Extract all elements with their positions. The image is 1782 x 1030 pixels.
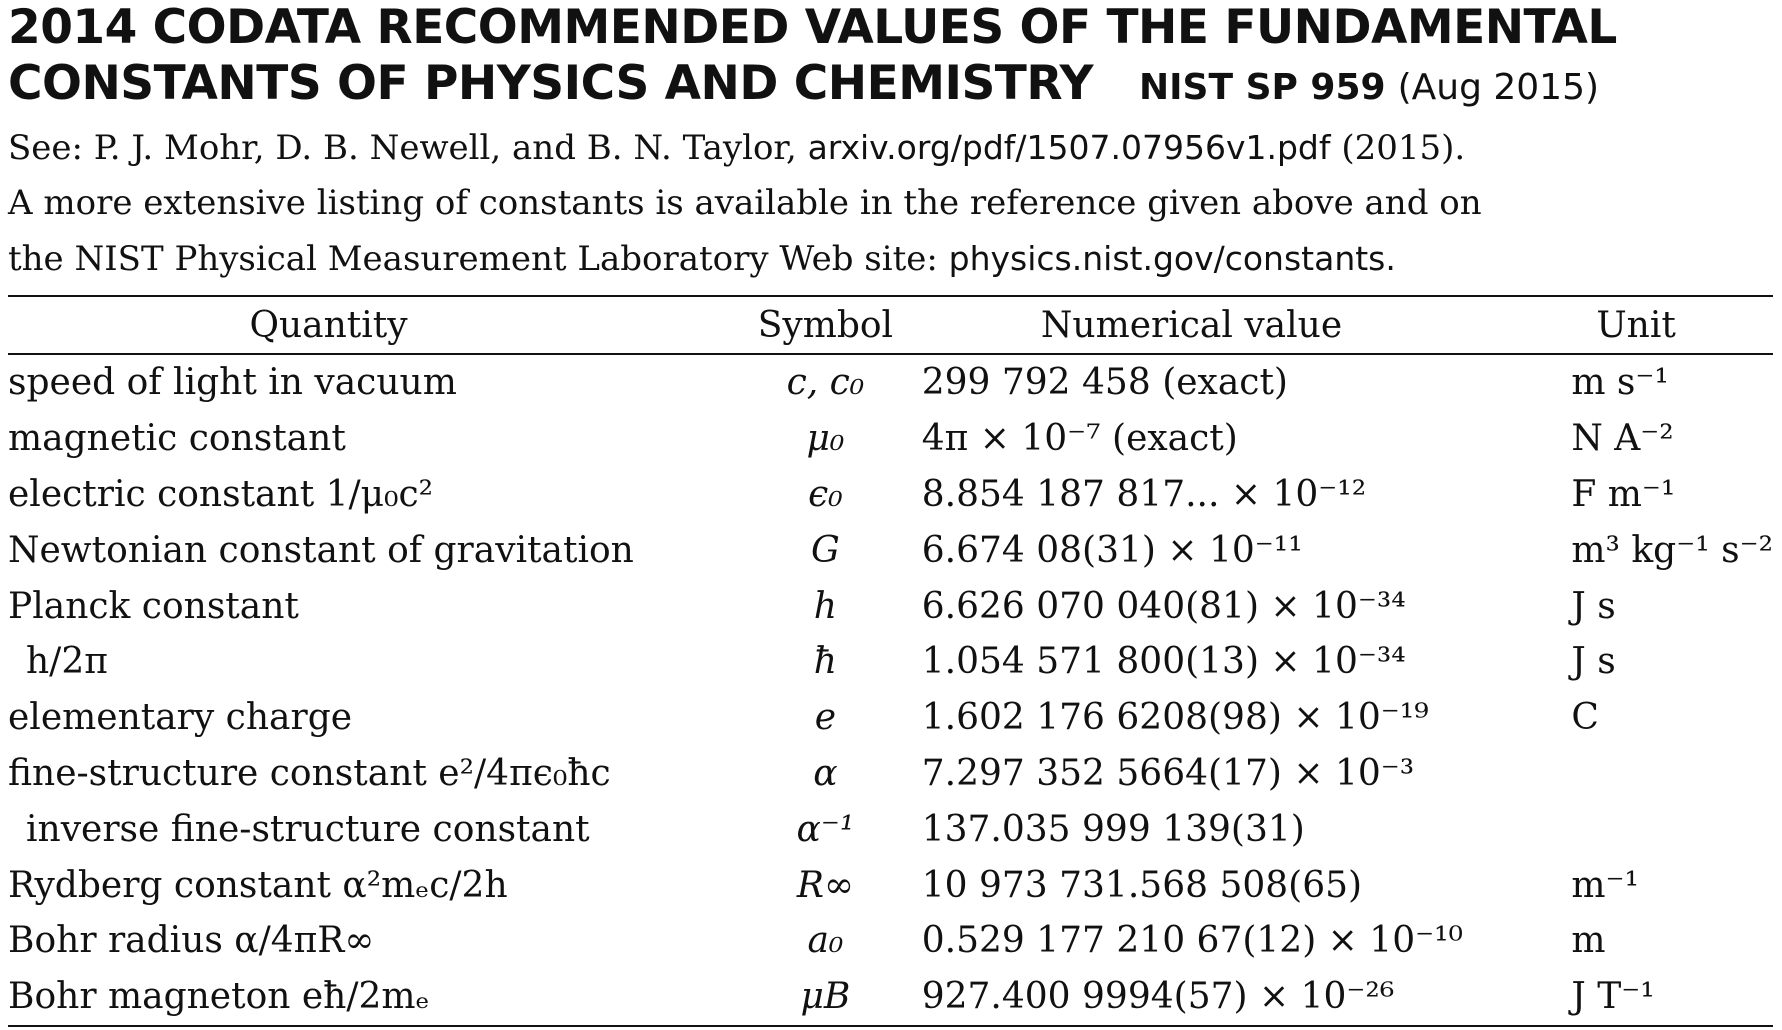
unit-cell: C <box>1571 697 1599 739</box>
symbol-cell: ϵ₀ <box>808 473 843 515</box>
header-quantity: Quantity <box>8 296 739 354</box>
value-cell: 6.626 070 040(81) × 10⁻³⁴ <box>921 585 1406 627</box>
unit-cell: m⁻¹ <box>1571 864 1639 906</box>
value-cell: 4π × 10⁻⁷ (exact) <box>921 418 1238 460</box>
quantity-cell: fine-structure constant e²/4πϵ₀ħc <box>8 752 611 794</box>
quantity-cell: h/2π <box>26 641 108 683</box>
unit-cell: N A⁻² <box>1571 418 1674 460</box>
value-cell: 927.400 9994(57) × 10⁻²⁶ <box>912 969 1572 1026</box>
symbol-cell: ħ <box>813 641 837 683</box>
table-row <box>8 411 1773 467</box>
unit-cell: m s⁻¹ <box>1571 362 1669 404</box>
value-cell: 299 792 458 (exact) <box>921 362 1288 404</box>
table-body <box>8 354 1773 1026</box>
quantity-cell: magnetic constant <box>8 418 346 460</box>
table-row <box>8 467 1773 523</box>
more-info-line-1: A more extensive listing of constants is available in the reference given above and on <box>8 183 1482 223</box>
symbol-cell: α <box>813 752 838 794</box>
header-symbol: Symbol <box>739 296 912 354</box>
reference-line <box>8 120 1773 176</box>
header-value: Numerical value <box>912 296 1572 354</box>
unit-cell: J T⁻¹ <box>1571 969 1773 1026</box>
quantity-cell: Bohr magneton eħ/2mₑ <box>8 969 739 1026</box>
quantity-cell: elementary charge <box>8 697 353 739</box>
title-line-1: 2014 CODATA RECOMMENDED VALUES OF THE FUNDAMENTAL <box>8 0 1617 55</box>
unit-cell: J s <box>1571 585 1616 627</box>
symbol-cell: e <box>814 697 837 739</box>
table-row <box>8 578 1773 634</box>
reference-link[interactable]: arxiv.org/pdf/1507.07956v1.pdf <box>807 128 1331 167</box>
table-row <box>8 634 1773 690</box>
symbol-cell: μ₀ <box>806 418 845 460</box>
unit-cell: F m⁻¹ <box>1571 473 1676 515</box>
unit-cell: m <box>1571 920 1606 962</box>
more-info-text: the NIST Physical Measurement Laboratory Web site: <box>8 239 938 279</box>
nist-constants-link[interactable]: physics.nist.gov/constants. <box>948 239 1396 278</box>
unit-cell: J s <box>1571 641 1616 683</box>
quantity-cell: Planck constant <box>8 585 299 627</box>
symbol-cell: c, c₀ <box>786 362 865 404</box>
table-row <box>8 857 1773 913</box>
unit-cell <box>1571 801 1773 857</box>
reference-authors: See: P. J. Mohr, D. B. Newell, and B. N. Taylor, <box>8 128 797 168</box>
quantity-cell: inverse fine-structure constant <box>26 808 590 850</box>
quantity-cell: electric constant 1/μ₀c² <box>8 473 434 515</box>
quantity-cell: Newtonian constant of gravitation <box>8 529 634 571</box>
symbol-cell: α⁻¹ <box>796 808 855 850</box>
document-page <box>8 0 1773 1027</box>
unit-cell <box>1571 746 1773 802</box>
page-title <box>8 0 1773 116</box>
table-row <box>8 354 1773 411</box>
table-row <box>8 801 1773 857</box>
symbol-cell: R∞ <box>796 864 854 906</box>
table-row <box>8 913 1773 969</box>
reference-year: (2015). <box>1341 128 1466 168</box>
table-row <box>8 690 1773 746</box>
value-cell: 7.297 352 5664(17) × 10⁻³ <box>921 752 1415 794</box>
quantity-cell: Bohr radius α/4πR∞ <box>8 920 375 962</box>
unit-cell: m³ kg⁻¹ s⁻² <box>1571 529 1773 571</box>
value-cell: 8.854 187 817... × 10⁻¹² <box>921 473 1367 515</box>
value-cell: 1.602 176 6208(98) × 10⁻¹⁹ <box>921 697 1429 739</box>
intro-paragraph <box>8 120 1773 287</box>
table-row <box>8 969 1773 1026</box>
quantity-cell: Rydberg constant α²mₑc/2h <box>8 864 508 906</box>
table-row <box>8 522 1773 578</box>
value-cell: 10 973 731.568 508(65) <box>921 864 1363 906</box>
more-info-line-2 <box>8 231 1773 287</box>
value-cell: 0.529 177 210 67(12) × 10⁻¹⁰ <box>921 920 1463 962</box>
title-line-2: CONSTANTS OF PHYSICS AND CHEMISTRY <box>8 56 1094 111</box>
symbol-cell: a₀ <box>807 920 844 962</box>
value-cell: 6.674 08(31) × 10⁻¹¹ <box>921 529 1303 571</box>
table-header-row <box>8 296 1773 354</box>
symbol-cell: G <box>811 529 840 571</box>
quantity-cell: speed of light in vacuum <box>8 362 457 404</box>
publication-id: NIST SP 959 <box>1139 67 1386 108</box>
constants-table <box>8 295 1773 1027</box>
value-cell: 1.054 571 800(13) × 10⁻³⁴ <box>921 641 1406 683</box>
symbol-cell: μB <box>739 969 912 1026</box>
value-cell: 137.035 999 139(31) <box>921 808 1305 850</box>
publication-date: (Aug 2015) <box>1397 67 1600 108</box>
symbol-cell: h <box>813 585 837 627</box>
table-row <box>8 746 1773 802</box>
header-unit: Unit <box>1571 296 1773 354</box>
